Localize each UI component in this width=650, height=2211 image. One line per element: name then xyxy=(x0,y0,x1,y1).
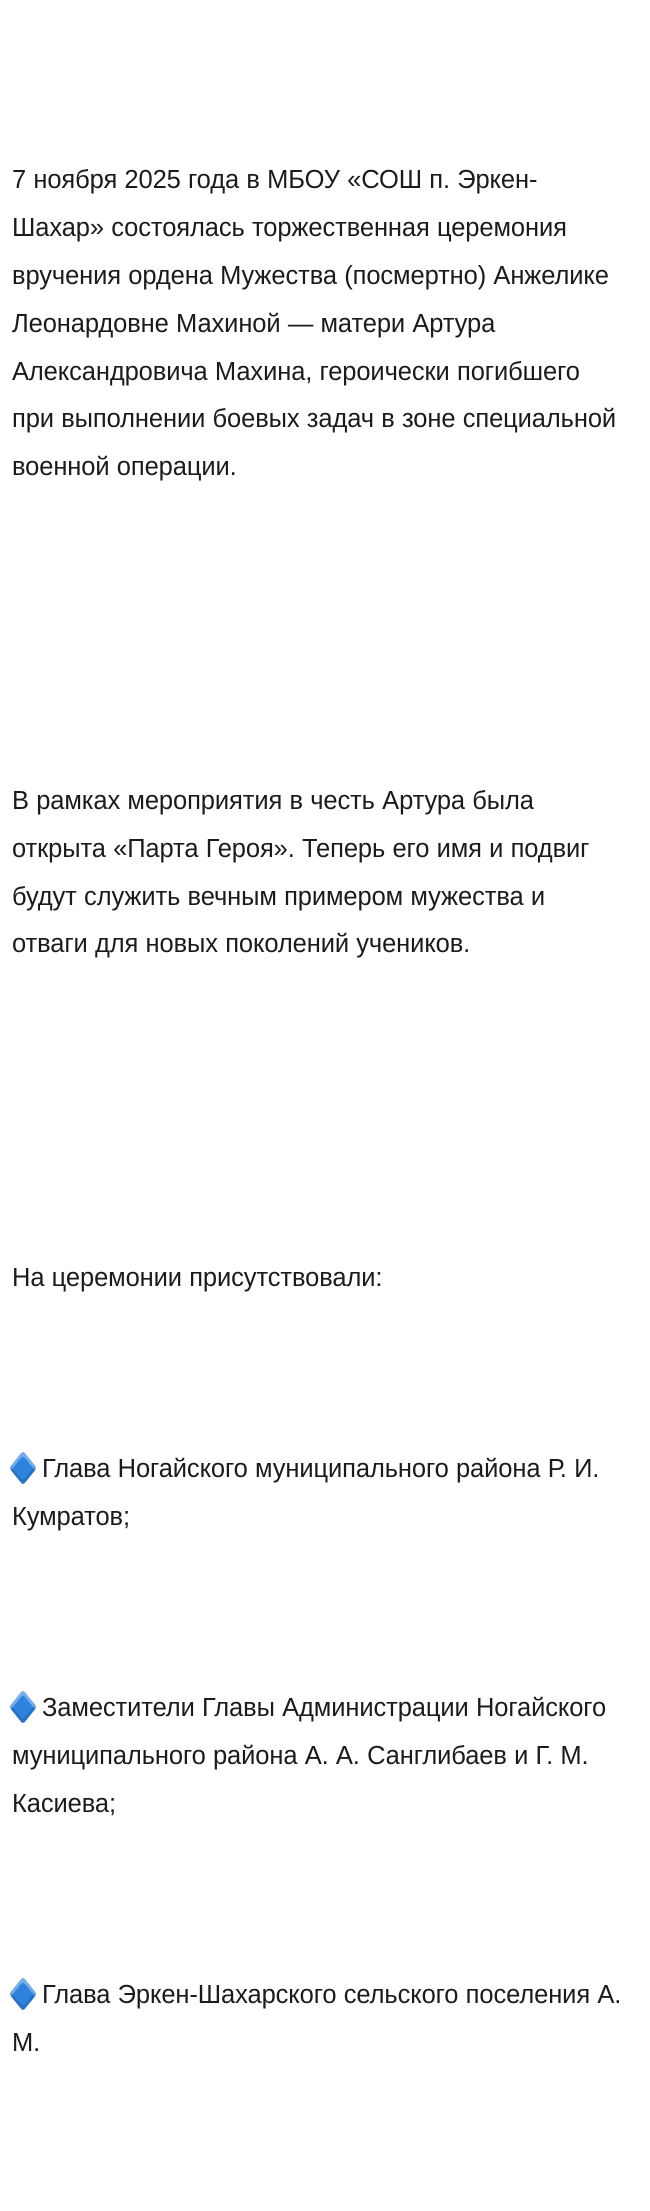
message-text-body xyxy=(12,14,629,2211)
paragraph-3: На церемонии присутствовали: xyxy=(12,1264,383,1293)
list-item xyxy=(12,1972,629,2068)
paragraph-spacer-2 xyxy=(12,1065,626,1112)
list-item xyxy=(12,1685,626,1828)
list-item-label: Глава Эркен-Шахарского сельского поселения А. М. xyxy=(12,1981,629,2057)
blue-diamond-icon xyxy=(9,1690,37,1724)
blue-diamond-icon xyxy=(9,1977,37,2011)
list-item-label: Глава Ногайского муниципального района Р. И. Кумратов; xyxy=(12,1455,607,1532)
list-item xyxy=(12,1446,626,1542)
paragraph-2: В рамках мероприятия в честь Артура была открыта «Парта Героя». Теперь его имя и подвиг будут служить вечным примером мужества и отваги для новых поколений учеников. xyxy=(12,786,597,959)
paragraph-spacer-1 xyxy=(12,588,626,635)
paragraph-1: 7 ноября 2025 года в МБОУ «СОШ п. Эркен-Шахар» состоялась торжественная церемония вручения ордена Мужества (посмертно) Анжелике Леонардовне Махиной — матери Артура Александровича Махина, героически погибшего при выполнении боевых задач в зоне специальной военной операции. xyxy=(12,166,624,482)
list-item-label: Заместители Главы Администрации Ногайского муниципального района А. А. Санглибаев и Г. М. Касиева; xyxy=(12,1694,614,1818)
blue-diamond-icon xyxy=(9,1451,37,1485)
